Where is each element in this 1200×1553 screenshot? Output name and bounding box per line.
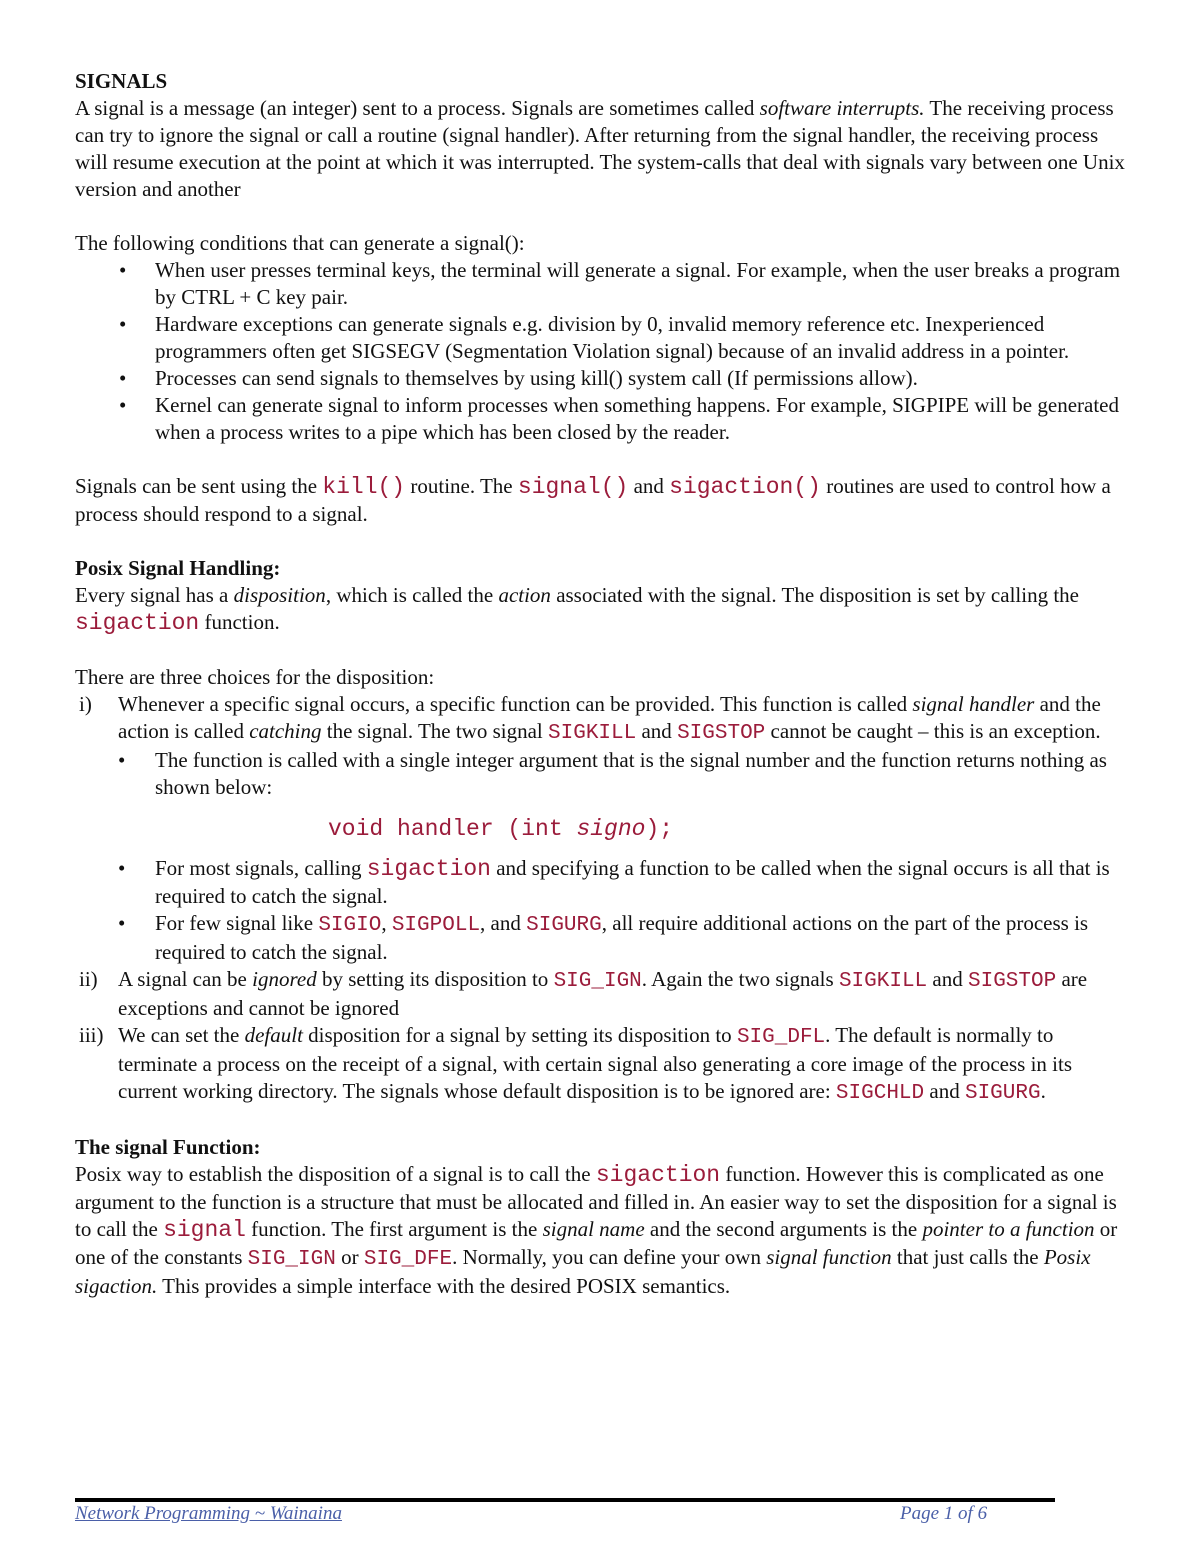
text: associated with the signal. The disposition is set by calling the xyxy=(550,583,1079,607)
code-sigkill: SIGKILL xyxy=(838,970,928,993)
page-footer xyxy=(75,1503,1055,1525)
text: and xyxy=(927,967,968,991)
footer-rule xyxy=(75,1498,1055,1502)
choice-i-bullets-2 xyxy=(118,855,1125,966)
document-body xyxy=(75,68,1125,1300)
conditions-lead: The following conditions that can generate a signal(): xyxy=(75,231,525,255)
code-sigurg: SIGURG xyxy=(964,1082,1041,1105)
footer-title: Network Programming ~ Wainaina xyxy=(75,1503,342,1524)
text: or one of the constants xyxy=(75,1217,1118,1269)
italic-text: pointer to a function xyxy=(922,1217,1095,1241)
list-item: • Hardware exceptions can generate signals e.g. division by 0, invalid memory reference etc. Inexperienced programmers often get SIGSEGV (Segmentation Violation signal) because of an invalid address in a pointer. xyxy=(75,311,1125,365)
italic-text: signal function xyxy=(766,1245,892,1269)
text: Every signal has a xyxy=(75,583,234,607)
code-sigstop: SIGSTOP xyxy=(967,970,1057,993)
text: and xyxy=(636,719,678,743)
italic-text: signal handler xyxy=(912,692,1035,716)
code-sigaction: sigaction() xyxy=(669,474,821,500)
code-sigchld: SIGCHLD xyxy=(835,1082,925,1105)
italic-text: ignored xyxy=(252,967,317,991)
code-sig-dfl: SIG_DFL xyxy=(736,1026,826,1049)
code-sigstop: SIGSTOP xyxy=(677,722,766,745)
code-sigkill: SIGKILL xyxy=(548,722,637,745)
text: routines are used to control how a process should respond to a signal. xyxy=(75,474,1111,526)
italic-text: Posix sigaction. xyxy=(75,1245,1091,1298)
choice-item-i xyxy=(75,691,1125,966)
code-text: void handler (int xyxy=(328,816,577,842)
list-item xyxy=(118,910,1125,966)
text: and the second arguments is the xyxy=(644,1217,923,1241)
code-param: signo xyxy=(576,816,646,842)
text: , xyxy=(381,911,392,935)
choice-item-iii xyxy=(75,1022,1125,1107)
code-kill: kill() xyxy=(322,474,406,500)
text: or xyxy=(335,1245,364,1269)
code-signal: signal xyxy=(163,1217,246,1243)
code-sigaction: sigaction xyxy=(366,856,491,882)
text: and specifying a function to be called when the signal occurs is all that is required to catch the signal. xyxy=(155,856,1110,908)
text: and xyxy=(924,1079,965,1103)
text: . Again the two signals xyxy=(641,967,839,991)
code-sigaction: sigaction xyxy=(595,1162,721,1188)
list-item xyxy=(118,855,1125,910)
intro-paragraph xyxy=(75,95,1125,203)
text: . Normally, you can define your own xyxy=(452,1245,767,1269)
code-sig-ign: SIG_IGN xyxy=(553,970,642,993)
italic-text: signal name xyxy=(542,1217,645,1241)
posix-heading: Posix Signal Handling: xyxy=(75,556,281,580)
list-item: • Kernel can generate signal to inform processes when something happens. For example, SIGPIPE will be generated when a process writes to a pipe which has been closed by the reader. xyxy=(75,392,1125,446)
text: . xyxy=(1040,1079,1046,1103)
intro-italic: software interrupts. xyxy=(759,96,925,120)
text: disposition for a signal by setting its disposition to xyxy=(302,1023,737,1047)
italic-text: default xyxy=(244,1023,303,1047)
list-item: • The function is called with a single integer argument that is the signal number and the function returns nothing as shown below: xyxy=(118,747,1125,801)
code-sig-ign: SIG_IGN xyxy=(247,1248,336,1271)
text: For few signal like xyxy=(155,911,319,935)
italic-text: disposition xyxy=(233,583,326,607)
item-number: iii) xyxy=(79,1023,104,1047)
text: function. xyxy=(199,610,280,634)
code-sigurg: SIGURG xyxy=(526,914,602,937)
text: Signals can be sent using the xyxy=(75,474,323,498)
text: We can set the xyxy=(118,1023,245,1047)
code-example xyxy=(118,801,1125,855)
text: function. The first argument is the xyxy=(245,1217,543,1241)
posix-paragraph xyxy=(75,582,1125,637)
text: Posix way to establish the disposition of a signal is to call the xyxy=(75,1162,596,1186)
code-sig-dfe: SIG_DFE xyxy=(363,1248,453,1271)
item-number: i) xyxy=(79,692,92,716)
text: cannot be caught – this is an exception. xyxy=(765,719,1101,743)
text: A signal can be xyxy=(118,967,253,991)
choices-lead: There are three choices for the disposition: xyxy=(75,665,435,689)
text: For most signals, calling xyxy=(155,856,367,880)
text: are exceptions and cannot be ignored xyxy=(118,967,1088,1020)
code-sigpoll: SIGPOLL xyxy=(391,914,481,937)
text: routine. The xyxy=(405,474,518,498)
signal-function-heading: The signal Function: xyxy=(75,1135,261,1159)
sending-paragraph xyxy=(75,473,1125,528)
text: that just calls the xyxy=(891,1245,1044,1269)
intro-text: A signal is a message (an integer) sent to a process. Signals are sometimes called xyxy=(75,96,760,120)
choice-i-bullets xyxy=(118,747,1125,801)
italic-text: action xyxy=(498,583,551,607)
signal-function-paragraph xyxy=(75,1161,1125,1300)
text: Whenever a specific signal occurs, a specific function can be provided. This function is called xyxy=(118,692,913,716)
choice-item-ii xyxy=(75,966,1125,1022)
text: function. However this is complicated as one argument to the function is a structure that must be allocated and filled in. An easier way to set the disposition for a signal is to call the xyxy=(75,1162,1117,1241)
italic-text: catching xyxy=(249,719,322,743)
code-signal: signal() xyxy=(517,474,629,500)
text: , and xyxy=(480,911,527,935)
choices-list xyxy=(75,691,1125,1107)
list-item: • When user presses terminal keys, the terminal will generate a signal. For example, when the user breaks a program by CTRL + C key pair. xyxy=(75,257,1125,311)
text: the signal. The two signal xyxy=(321,719,549,743)
page-number: Page 1 of 6 xyxy=(900,1503,988,1524)
text: , all require additional actions on the part of the process is required to catch the signal. xyxy=(155,911,1089,964)
text: and the action is called xyxy=(118,692,1101,743)
list-item: • Processes can send signals to themselves by using kill() system call (If permissions allow). xyxy=(75,365,1125,392)
text: and xyxy=(628,474,670,498)
text: This provides a simple interface with the desired POSIX semantics. xyxy=(157,1274,731,1298)
intro-text-2: The receiving process can try to ignore the signal or call a routine (signal handler). After returning from the signal handler, the receiving process will resume execution at the point at which it was interrupted. The system-calls that deal with signals vary between one Unix version and another xyxy=(75,96,1125,201)
code-sigaction: sigaction xyxy=(75,610,200,636)
code-sigio: SIGIO xyxy=(318,914,382,937)
code-text: ); xyxy=(645,816,674,842)
text: , which is called the xyxy=(325,583,499,607)
conditions-list xyxy=(75,257,1125,446)
text: by setting its disposition to xyxy=(316,967,554,991)
page-title: SIGNALS xyxy=(75,69,168,93)
item-number: ii) xyxy=(79,967,98,991)
text: . The default is normally to terminate a process on the receipt of a signal, with certain signal also generating a core image of the process in its current working directory. The signals whose default disposition is to be ignored are: xyxy=(118,1023,1072,1103)
